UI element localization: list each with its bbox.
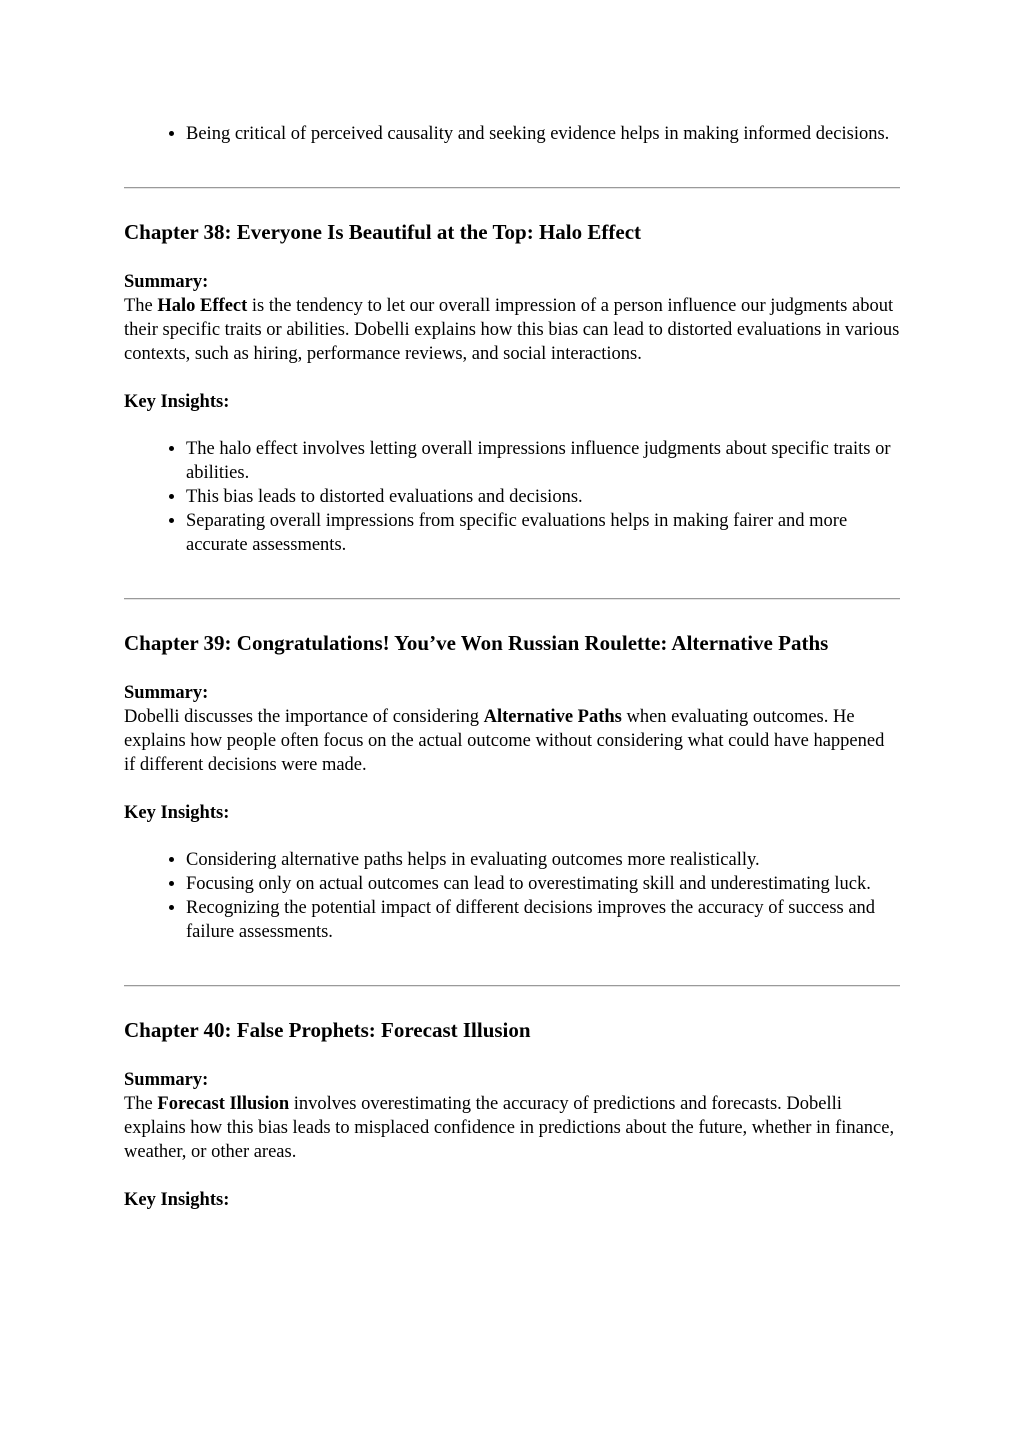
list-item: • Considering alternative paths helps in evaluating outcomes more realistically.	[186, 848, 900, 872]
chapter-title: Chapter 38: Everyone Is Beautiful at the Top: Halo Effect	[124, 220, 642, 244]
list-item: • Being critical of perceived causality and seeking evidence helps in making informed decisions.	[186, 122, 900, 146]
list-item: • This bias leads to distorted evaluations and decisions.	[186, 485, 900, 509]
summary-paragraph	[124, 294, 900, 366]
key-insights-label: Key Insights:	[124, 803, 230, 823]
summary-label: Summary:	[124, 1070, 209, 1090]
section-divider	[124, 187, 900, 189]
section-divider	[124, 598, 900, 600]
list-item: • Separating overall impressions from specific evaluations helps in making fairer and more accurate assessments.	[186, 509, 900, 557]
key-insights-list	[124, 437, 900, 557]
summary-term: Forecast Illusion	[157, 1094, 290, 1114]
chapter-39-section	[124, 630, 900, 944]
key-insights-label: Key Insights:	[124, 392, 230, 412]
list-item: • Recognizing the potential impact of different decisions improves the accuracy of success and failure assessments.	[186, 896, 900, 944]
section-divider	[124, 985, 900, 987]
document-page	[124, 122, 900, 1212]
chapter-title: Chapter 40: False Prophets: Forecast Illusion	[124, 1018, 531, 1042]
summary-paragraph	[124, 1092, 900, 1164]
summary-paragraph	[124, 705, 900, 777]
summary-text-post: is the tendency to let our overall impression of a person influence our judgments about their specific traits or abilities. Dobelli explains how this bias can lead to distorted evaluations in various contexts, such as hiring, performance reviews, and social interactions.	[124, 296, 900, 364]
key-insights-label: Key Insights:	[124, 1190, 230, 1210]
list-item: • Focusing only on actual outcomes can lead to overestimating skill and underestimating luck.	[186, 872, 900, 896]
chapter-title: Chapter 39: Congratulations! You’ve Won Russian Roulette: Alternative Paths	[124, 631, 829, 655]
summary-label: Summary:	[124, 683, 209, 703]
chapter-40-section	[124, 1017, 900, 1212]
summary-term: Halo Effect	[157, 296, 248, 316]
summary-text-post: when evaluating outcomes. He explains how people often focus on the actual outcome without considering what could have happened if different decisions were made.	[124, 707, 885, 775]
list-item: • The halo effect involves letting overall impressions influence judgments about specific traits or abilities.	[186, 437, 900, 485]
summary-term: Alternative Paths	[483, 707, 622, 727]
intro-bullet-list	[124, 122, 900, 146]
chapter-38-section	[124, 219, 900, 557]
summary-label: Summary:	[124, 272, 209, 292]
summary-text-post: involves overestimating the accuracy of predictions and forecasts. Dobelli explains how this bias leads to misplaced confidence in predictions about the future, whether in finance, weather, or other areas.	[124, 1094, 895, 1162]
key-insights-list	[124, 848, 900, 944]
summary-text-pre: Dobelli discusses the importance of considering	[124, 707, 484, 727]
summary-text-pre: The	[124, 1094, 158, 1114]
summary-text-pre: The	[124, 296, 158, 316]
